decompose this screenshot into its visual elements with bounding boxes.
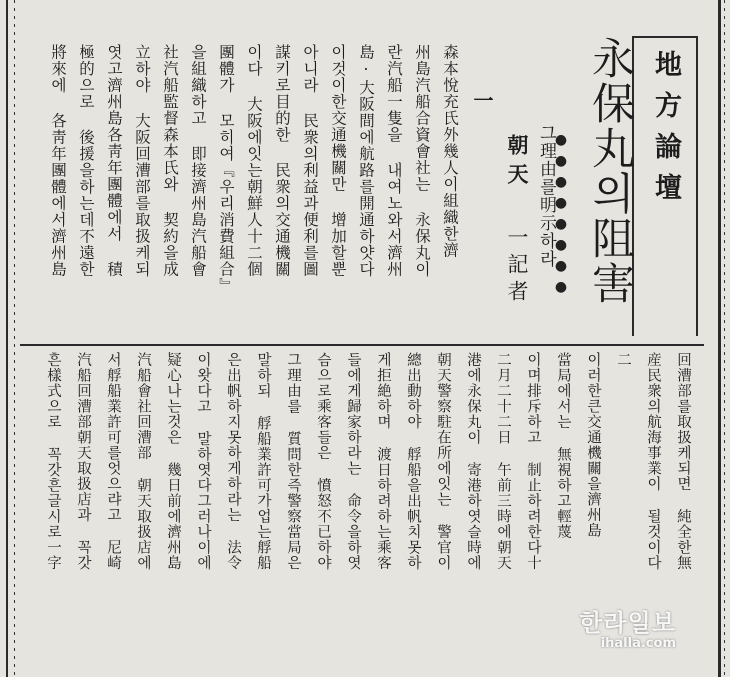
text-column: 이왓다고 말하엿다그러나이에 (195, 352, 211, 571)
horizontal-divider (20, 344, 704, 346)
article-top-body (42, 44, 464, 344)
text-column: 當局에서는 無視하고輕蔑 (555, 352, 571, 540)
text-column: 란汽船一隻을 내여노와서濟州 (385, 44, 403, 278)
text-column: 이것이한交通機關만 增加할뿐 (329, 44, 347, 278)
text-column: 港에永保丸이 寄港하엿슬時에 (465, 352, 481, 571)
text-column: 産民衆의航海事業이 될것이다 (645, 352, 661, 571)
text-column: 게拒絶하며 渡日하려하는乘客 (375, 352, 391, 571)
right-border-dots (724, 0, 725, 677)
text-column: 汽船回漕部朝天取扱店과 꼭갓 (75, 352, 91, 571)
text-column: 回漕部를取扱케되면 純全한無 (675, 352, 691, 571)
text-column: 엿고濟州島各靑年團體에서 積 (105, 44, 123, 278)
text-column: 謀키로目的한 民衆의交通機關 (273, 44, 291, 278)
text-column: 疑心나는것은 幾日前에濟州島 (165, 352, 181, 571)
text-column: 이다 大阪에잇는朝鮮人十二個 (245, 44, 263, 278)
text-column: 州島汽船合資會社는 永保丸이 (413, 44, 431, 278)
text-column: 이러한큰交通機關을濟州島 (585, 352, 601, 538)
text-column: 들에게歸家하라는 命令을하엿 (345, 352, 361, 571)
text-column: 二月二十二日 午前三時에朝天 (495, 352, 511, 571)
text-column: 말하되 艀船業許可가업는艀船 (255, 352, 271, 571)
watermark-brand: 한라일보 (579, 609, 676, 637)
column-label: 地方論壇 (650, 50, 681, 214)
text-column: 아니라 民衆의利益과便利를圖 (301, 44, 319, 278)
text-column: 은出帆하지못하게하라는 法令 (225, 352, 241, 571)
subheadline: 그理由를明示하라 (536, 124, 556, 268)
text-column: 이며排斥하고 制止하려한다十 (525, 352, 541, 571)
text-column: 島·大阪間에航路를開通하얏다 (357, 44, 375, 278)
text-column: 汽船會社回漕部 朝天取扱店에 (135, 352, 151, 571)
text-column: 社汽船監督森本氏와 契約을成 (161, 44, 179, 278)
byline-place: 朝天 (505, 134, 530, 192)
text-column: 그理由를 質問한즉警察當局은 (285, 352, 301, 571)
header-box-right (696, 36, 698, 336)
text-column: 極的으로 後援을하는데不遠한 (77, 44, 95, 278)
section-one-number: 一 (470, 90, 494, 110)
byline-author: 一記者 (505, 226, 529, 307)
text-column: 將來에 各靑年團體에서濟州島 (49, 44, 67, 278)
header-box-top (632, 36, 698, 38)
text-column: 總出動하야 艀船을出帆치못하 (405, 352, 421, 571)
headline-dots: ●●●●●●●● (553, 132, 569, 300)
text-column: 朝天警察駐在所에잇는 警官이 (435, 352, 451, 571)
text-column: 立하야 大阪回漕部를取扱케되 (133, 44, 151, 278)
text-column: 을組織하고 即接濟州島汽船會 (189, 44, 207, 278)
text-column: 二 (615, 352, 631, 368)
headline: 永保丸의阻害 (585, 36, 635, 306)
text-column: 團體가 모히여『우리消費組合』 (217, 44, 235, 294)
left-border-dots (14, 0, 15, 677)
right-border (718, 0, 721, 677)
text-column: 슴으로乘客들은 憤怒不已하야 (315, 352, 331, 571)
text-column: 森本悅充氏外幾人이組織한濟 (441, 44, 459, 259)
left-border (6, 0, 8, 677)
watermark-url: ihalla.com (600, 636, 676, 651)
text-column: 서艀船業許可를엇으랴고 尼崎 (105, 352, 121, 571)
watermark (579, 603, 676, 651)
text-column: 흔樣式으로 꼭갓흔글시로一字 (45, 352, 61, 571)
